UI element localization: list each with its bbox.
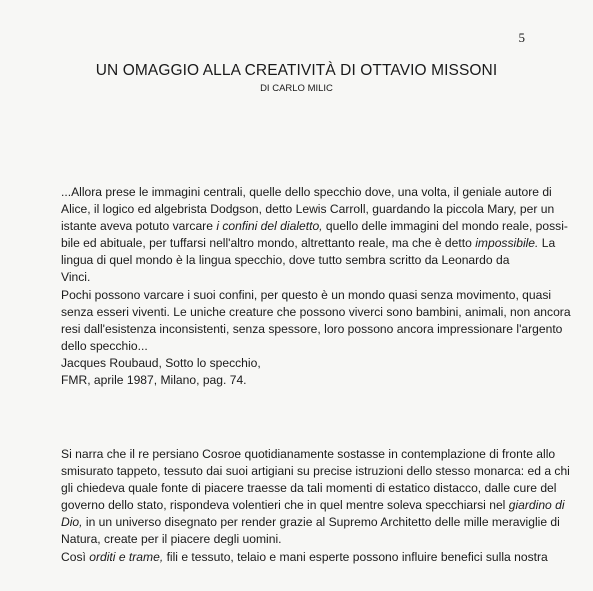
narrative-italic: orditi e trame, — [89, 549, 164, 564]
quote-line: Alice, il logico ed algebrista Dodgson, detto Lewis Carroll, guardando la piccola Mary, per un — [61, 202, 555, 217]
quote-line — [61, 218, 568, 235]
narrative-line: Natura, create per il piacere degli uomini. — [61, 532, 282, 547]
narrative-text: Così — [61, 549, 86, 564]
quote-line: lingua di quel mondo è la lingua specchio, dove tutto sembra scritto da Leonardo da Vinci. — [61, 253, 510, 285]
article-title: UN OMAGGIO ALLA CREATIVITÀ DI OTTAVIO MISSONI — [95, 62, 498, 79]
quote-citation: FMR, aprile 1987, Milano, pag. 74. — [61, 373, 247, 388]
quote-italic: impossibile. — [475, 236, 539, 251]
narrative-line — [61, 497, 565, 514]
quote-line: Pochi possono varcare i suoi confini, per questo è un mondo quasi senza movimento, quasi — [61, 287, 552, 302]
narrative-line: Si narra che il re persiano Cosroe quotidianamente sostasse in contemplazione di fronte allo — [61, 447, 556, 461]
quote-italic: i confini del dialetto, — [216, 219, 323, 234]
narrative-text: governo dello stato, rispondeva volentieri che in quel mentre soleva specchiarsi nel — [61, 498, 506, 513]
quote-text: quello delle immagini del mondo reale, possi- — [325, 219, 568, 234]
quote-text: bile ed abituale, per tuffarsi nell'altro mondo, altrettanto reale, ma che è detto — [61, 236, 472, 251]
narrative-block — [61, 446, 570, 566]
quote-block — [61, 184, 571, 389]
narrative-italic: Dio, — [61, 515, 83, 530]
quote-line: dello specchio... — [61, 338, 148, 353]
narrative-text: fili e tessuto, telaio e mani esperte possono influire benefici sulla nostra — [166, 549, 548, 564]
quote-text: istante aveva potuto varcare — [61, 219, 213, 234]
article-byline: DI CARLO MILIC — [260, 83, 333, 94]
narrative-line — [61, 549, 548, 566]
quote-line: resi dall'esistenza inconsistenti, senza spessore, loro possono ancora impressionare l'argento — [61, 321, 563, 336]
narrative-line: smisurato tappeto, tessuto dai suoi artigiani su precise istruzioni dello stesso monarca: ed a chi — [61, 464, 570, 479]
quote-line — [61, 235, 556, 252]
narrative-line — [61, 514, 560, 531]
narrative-text: in un universo disegnato per render grazie al Supremo Architetto delle mille meraviglie di — [85, 515, 560, 530]
narrative-italic: giardino di — [508, 498, 565, 513]
quote-line: ...Allora prese le immagini centrali, quelle dello specchio dove, una volta, il geniale autore di — [61, 185, 552, 199]
quote-text: La — [541, 236, 556, 251]
page-number: 5 — [518, 30, 525, 45]
quote-line: senza esseri viventi. Le uniche creature che possono viverci sono bambini, animali, non ancora — [61, 304, 571, 319]
quote-citation: Jacques Roubaud, Sotto lo specchio, — [61, 355, 261, 370]
narrative-line: gli chiedeva quale fonte di piacere traesse da tali momenti di estatico distacco, dalle cure del — [61, 481, 557, 496]
